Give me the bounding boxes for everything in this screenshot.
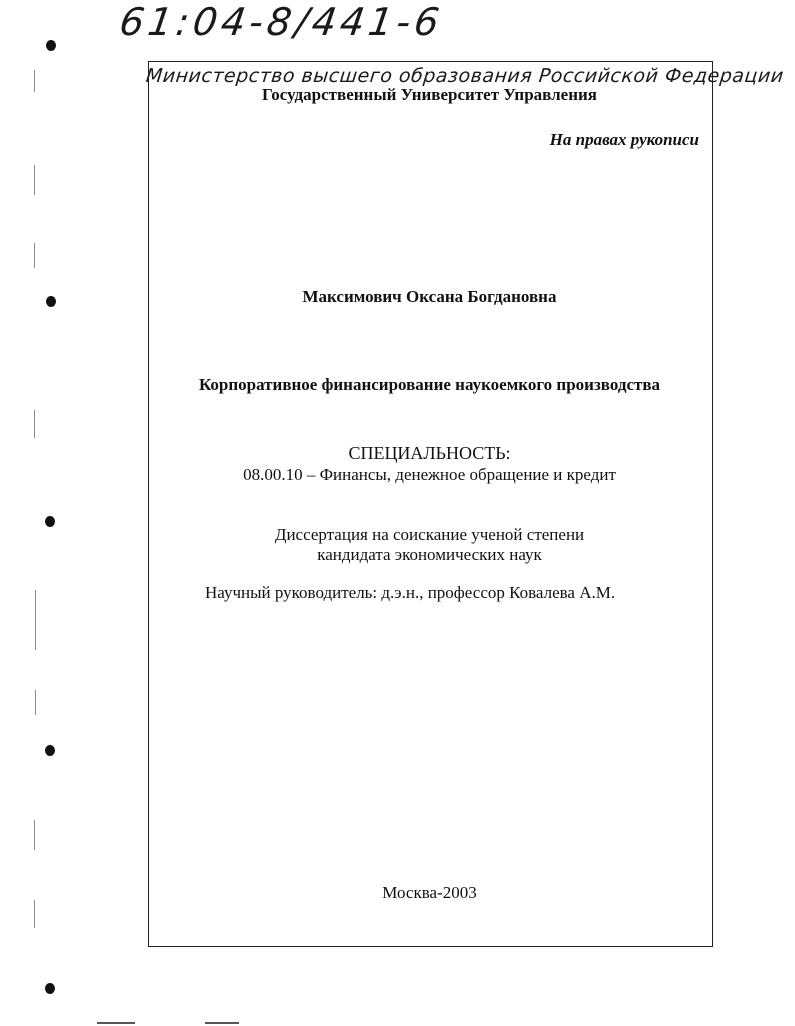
- scan-edge-line: [34, 410, 35, 438]
- specialty-label: СПЕЦИАЛЬНОСТЬ:: [348, 443, 511, 463]
- specialty-value: 08.00.10 – Финансы, денежное обращение и кредит: [243, 465, 616, 484]
- scan-edge-line: [34, 820, 35, 850]
- dissertation-degree-line-1: Диссертация на соискание ученой степени: [274, 525, 585, 544]
- archive-number-handwritten: 61:04-8/441-6: [116, 0, 446, 44]
- binder-hole-5: [45, 983, 55, 994]
- scan-mark: [97, 1022, 135, 1024]
- binder-hole-3: [45, 516, 55, 527]
- scan-edge-line: [35, 590, 36, 650]
- ministry-handwritten-line: Министерство высшего образования Российской Федерации: [144, 65, 785, 87]
- author-name: Максимович Оксана Богдановна: [302, 287, 557, 306]
- binder-hole-2: [46, 296, 56, 307]
- binder-hole-1: [46, 40, 56, 51]
- binder-hole-4: [45, 745, 55, 756]
- scan-edge-line: [35, 690, 36, 715]
- page-frame: [148, 61, 713, 947]
- dissertation-degree-line-2: кандидата экономических наук: [317, 545, 542, 564]
- scientific-supervisor: Научный руководитель: д.э.н., профессор Ковалева А.М.: [205, 583, 616, 602]
- dissertation-title: Корпоративное финансирование наукоемкого производства: [198, 375, 661, 394]
- scan-edge-line: [34, 165, 35, 195]
- university-name: Государственный Университет Управления: [261, 85, 597, 104]
- scan-edge-line: [34, 70, 35, 92]
- city-year: Москва-2003: [382, 883, 477, 902]
- manuscript-note: На правах рукописи: [549, 130, 699, 149]
- scan-mark: [205, 1022, 239, 1024]
- scan-edge-line: [34, 243, 35, 268]
- scan-edge-line: [34, 900, 35, 928]
